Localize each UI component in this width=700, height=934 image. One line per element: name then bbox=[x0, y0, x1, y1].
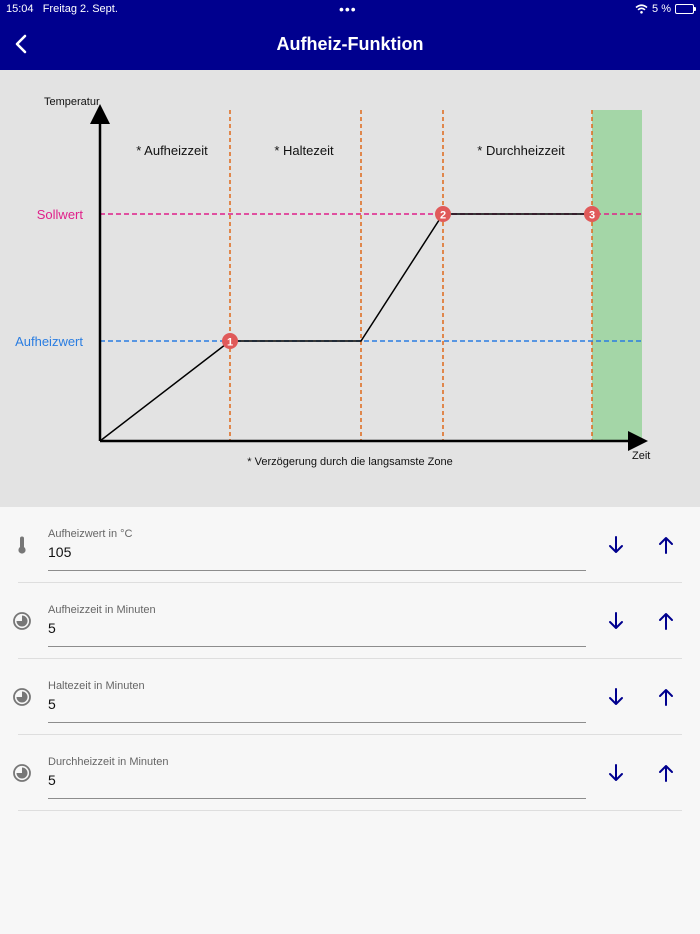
marker-3 bbox=[584, 206, 600, 222]
battery-icon bbox=[675, 4, 694, 14]
phase-haltezeit-label: * Haltezeit bbox=[274, 143, 334, 158]
field-row-haltezeit bbox=[0, 659, 700, 735]
aufheizwert-input[interactable]: 105 bbox=[48, 544, 72, 560]
wifi-icon bbox=[635, 4, 648, 14]
marker-1 bbox=[222, 333, 238, 349]
field-label: Aufheizwert in °C bbox=[48, 528, 133, 540]
sollwert-label: Sollwert bbox=[36, 207, 83, 222]
status-clock: 15:04 bbox=[6, 3, 34, 15]
increase-button[interactable] bbox=[656, 535, 676, 555]
marker-2-label: 2 bbox=[439, 209, 447, 222]
durchheizzeit-input[interactable]: 5 bbox=[48, 772, 56, 788]
diagram-footnote: * Verzögerung durch die langsamste Zone bbox=[247, 456, 453, 468]
decrease-button[interactable] bbox=[606, 611, 626, 631]
field-underline bbox=[48, 570, 586, 571]
row-divider bbox=[18, 810, 682, 811]
battery-percent: 5 % bbox=[652, 3, 671, 15]
field-label: Haltezeit in Minuten bbox=[48, 680, 145, 692]
field-row-aufheizwert bbox=[0, 507, 700, 583]
field-underline bbox=[48, 646, 586, 647]
app-header bbox=[0, 0, 700, 70]
timer-icon bbox=[12, 611, 32, 631]
field-label: Aufheizzeit in Minuten bbox=[48, 604, 156, 616]
marker-3-label: 3 bbox=[588, 209, 596, 222]
phase-aufheizzeit-label: * Aufheizzeit bbox=[136, 143, 208, 158]
status-time bbox=[6, 3, 118, 15]
increase-button[interactable] bbox=[656, 611, 676, 631]
final-zone-highlight bbox=[592, 110, 642, 441]
increase-button[interactable] bbox=[656, 687, 676, 707]
phase-durchheizzeit-label: * Durchheizzeit bbox=[477, 143, 565, 158]
decrease-button[interactable] bbox=[606, 687, 626, 707]
settings-form bbox=[0, 507, 700, 811]
timer-icon bbox=[12, 687, 32, 707]
temperature-curve bbox=[100, 214, 592, 441]
page-title: Aufheiz-Funktion bbox=[276, 34, 424, 54]
heating-diagram bbox=[0, 70, 700, 507]
field-row-aufheizzeit bbox=[0, 583, 700, 659]
marker-1-label: 1 bbox=[226, 336, 234, 349]
haltezeit-input[interactable]: 5 bbox=[48, 696, 56, 712]
field-underline bbox=[48, 722, 586, 723]
decrease-button[interactable] bbox=[606, 763, 626, 783]
decrease-button[interactable] bbox=[606, 535, 626, 555]
field-underline bbox=[48, 798, 586, 799]
thermometer-icon bbox=[12, 535, 32, 555]
heating-diagram-svg bbox=[0, 70, 700, 507]
multitasking-dots[interactable]: ••• bbox=[339, 1, 357, 17]
aufheizwert-label: Aufheizwert bbox=[15, 334, 83, 349]
marker-2 bbox=[435, 206, 451, 222]
status-right bbox=[635, 3, 694, 15]
x-axis-label: Zeit bbox=[632, 450, 651, 462]
timer-icon bbox=[12, 763, 32, 783]
field-label: Durchheizzeit in Minuten bbox=[48, 756, 169, 768]
status-date: Freitag 2. Sept. bbox=[42, 3, 118, 15]
field-row-durchheizzeit bbox=[0, 735, 700, 811]
aufheizzeit-input[interactable]: 5 bbox=[48, 620, 56, 636]
increase-button[interactable] bbox=[656, 763, 676, 783]
y-axis-label: Temperatur bbox=[44, 96, 100, 108]
